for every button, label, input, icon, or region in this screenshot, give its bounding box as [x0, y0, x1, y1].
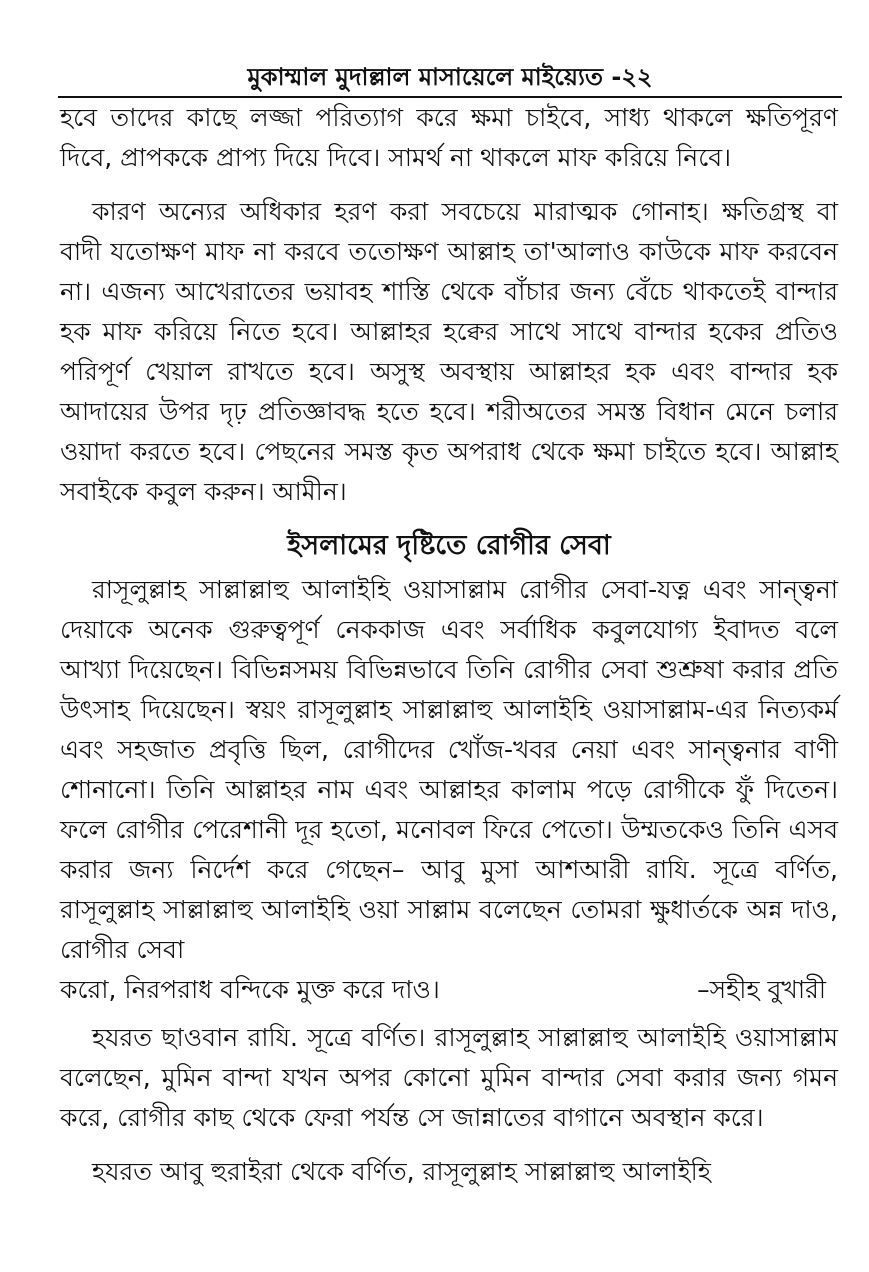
paragraph-rights-of-others: কারণ অন্যের অধিকার হরণ করা সবচেয়ে মারাত্মক গোনাহ। ক্ষতিগ্রস্থ বা বাদী যতোক্ষণ মাফ না করবে ততোক্ষণ আল্লাহ তা'আলাও কাউকে মাফ করবেন না। এজন্য আখেরাতের ভয়াবহ শাস্তি থেকে বাঁচার জন্য বেঁচে থাকতেই বান্দার হক মাফ করিয়ে নিতে হবে। আল্লাহর হক্বের সাথে সাথে বান্দার হকের প্রতিও পরিপূর্ণ খেয়াল রাখতে হবে। অসুস্থ অবস্থায় আল্লাহর হক এবং বান্দার হক আদায়ের উপর দৃঢ় প্রতিজ্ঞাবদ্ধ হতে হবে। শরীঅতের সমস্ত বিধান মেনে চলার ওয়াদা করতে হবে। পেছনের সমস্ত কৃত অপরাধ থেকে ক্ষমা চাইতে হবে। আল্লাহ সবাইকে কবুল করুন। আমীন।: [60, 197, 838, 506]
hadith-source-reference: –সহীহ বুখারী: [697, 975, 826, 1004]
paragraph-visiting-the-sick: রাসূলুল্লাহ সাল্লাল্লাহু আলাইহি ওয়াসাল্লাম রোগীর সেবা-যত্ন এবং সান্ত্বনা দেয়াকে অনেক গুরুত্বপূর্ণ নেককাজ এবং সর্বাধিক কবুলযোগ্য ইবাদত বলে আখ্যা দিয়েছেন। বিভিন্নসময় বিভিন্নভাবে তিনি রোগীর সেবা শুশ্রুষা করার প্রতি উৎসাহ দিয়েছেন। স্বয়ং রাসূলুল্লাহ সাল্লাল্লাহু আলাইহি ওয়াসাল্লাম-এর নিত্যকর্ম এবং সহজাত প্রবৃত্তি ছিল, রোগীদের খোঁজ-খবর নেয়া এবং সান্ত্বনার বাণী শোনানো। তিনি আল্লাহর নাম এবং আল্লাহর কালাম পড়ে রোগীকে ফুঁ দিতেন। ফলে রোগীর পেরেশানী দূর হতো, মনোবল ফিরে পেতো। উম্মতকেও তিনি এসব করার জন্য নির্দেশ করে গেছেন– আবু মুসা আশআরী রাযি. সূত্রে বর্ণিত, রাসূলুল্লাহ সাল্লাল্লাহু আলাইহি ওয়া সাল্লাম বলেছেন তোমরা ক্ষুধার্তকে অন্ন দাও, রোগীর সেবা: [60, 575, 838, 964]
running-header-title: মুকাম্মাল মুদাল্লাল মাসায়েলে মাইয়্যেত -২২: [247, 63, 653, 91]
hadith-closing-text: করো, নিরপরাধ বন্দিকে মুক্ত করে দাও।: [60, 975, 440, 1004]
paragraph-thawban-hadith: হযরত ছাওবান রাযি. সূত্রে বর্ণিত। রাসূলুল্লাহ সাল্লাল্লাহু আলাইহি ওয়াসাল্লাম বলেছেন, মুমিন বান্দা যখন অপর কোনো মুমিন বান্দার সেবা করার জন্য গমন করে, রোগীর কাছ থেকে ফেরা পর্যন্ত সে জান্নাতের বাগানে অবস্থান করে।: [60, 1023, 838, 1132]
paragraph-abu-hurairah-hadith: হযরত আবু হুরাইরা থেকে বর্ণিত, রাসূলুল্লাহ সাল্লাল্লাহু আলাইহি: [92, 1157, 711, 1186]
paragraph-continuation: হবে তাদের কাছে লজ্জা পরিত্যাগ করে ক্ষমা চাইবে, সাধ্য থাকলে ক্ষতিপূরণ দিবে, প্রাপককে প্রাপ্য দিয়ে দিবে। সামর্থ না থাকলে মাফ করিয়ে নিবে।: [60, 103, 838, 172]
page-body: [60, 98, 838, 1192]
hadith-closing-line: [60, 970, 838, 1010]
section-heading: ইসলামের দৃষ্টিতে রোগীর সেবা: [287, 530, 611, 561]
